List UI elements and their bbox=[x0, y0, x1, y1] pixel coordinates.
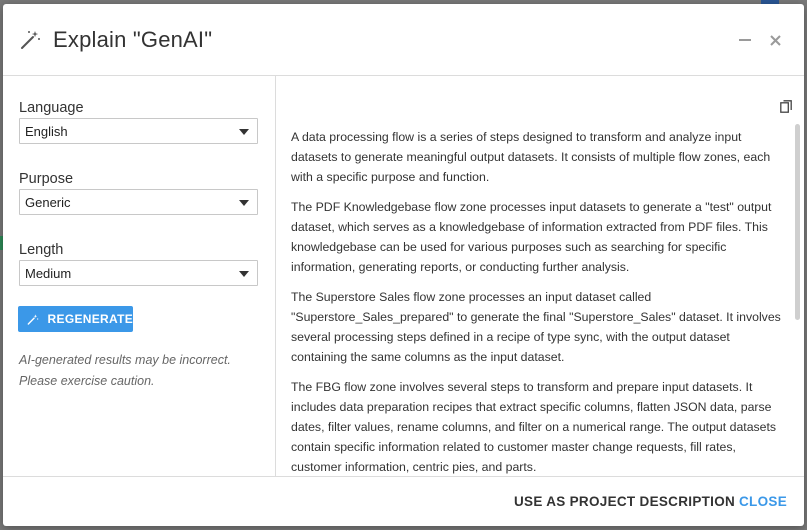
explain-dialog bbox=[3, 4, 804, 526]
settings-panel bbox=[3, 76, 276, 476]
close-x-button[interactable] bbox=[767, 32, 783, 48]
magic-wand-icon bbox=[27, 313, 39, 326]
explanation-panel[interactable] bbox=[277, 76, 804, 476]
ai-disclaimer bbox=[19, 350, 259, 392]
disclaimer-line-2: Please exercise caution. bbox=[19, 374, 155, 388]
dialog-title: Explain "GenAI" bbox=[53, 26, 213, 52]
length-label: Length bbox=[19, 242, 64, 258]
regenerate-button[interactable] bbox=[18, 306, 133, 332]
length-value: Medium bbox=[25, 265, 72, 281]
scrollbar-thumb[interactable] bbox=[795, 124, 800, 320]
explanation-text bbox=[291, 127, 789, 476]
scrollbar[interactable] bbox=[795, 124, 800, 476]
language-value: English bbox=[25, 123, 68, 139]
copy-icon[interactable] bbox=[780, 100, 792, 113]
explanation-paragraph: The Superstore Sales flow zone processes an input dataset called "Superstore_Sales_prepared" to generate the final "Superstore_Sales" dataset. It involves several processing steps defined in a recipe of type sync, with the output dataset containing the same columns as the input dataset. bbox=[291, 290, 781, 364]
language-select[interactable] bbox=[19, 118, 258, 144]
magic-wand-icon bbox=[19, 29, 41, 51]
chevron-down-icon bbox=[239, 200, 249, 206]
explanation-paragraph: A data processing flow is a series of steps designed to transform and analyze input datasets to generate meaningful output datasets. It consists of multiple flow zones, each with a specific purpose and function. bbox=[291, 130, 771, 184]
explanation-paragraph: The FBG flow zone involves several steps to transform and prepare input datasets. It includes data preparation recipes that extract specific columns, flatten JSON data, parse dates, filter values, rename columns, and filter on a numerical range. The output datasets contain specific information related to customer master change requests, fill rates, customer information, centric pies, and parts. bbox=[291, 380, 777, 474]
length-select[interactable] bbox=[19, 260, 258, 286]
explanation-paragraph: The PDF Knowledgebase flow zone processes input datasets to generate a "test" output dataset, which serves as a knowledgebase of information extracted from PDF files. This knowledgebase can be used for various purposes such as searching for specific information, generating reports, or conducting further analysis. bbox=[291, 200, 772, 274]
disclaimer-line-1: AI-generated results may be incorrect. bbox=[19, 353, 231, 367]
dialog-header bbox=[3, 4, 804, 76]
close-icon bbox=[770, 35, 781, 46]
use-as-project-description-button[interactable]: USE AS PROJECT DESCRIPTION bbox=[514, 494, 736, 509]
language-label: Language bbox=[19, 100, 84, 116]
purpose-label: Purpose bbox=[19, 171, 74, 187]
minimize-icon bbox=[739, 39, 751, 41]
minimize-button[interactable] bbox=[737, 32, 753, 48]
purpose-select[interactable] bbox=[19, 189, 258, 215]
chevron-down-icon bbox=[239, 129, 249, 135]
close-button[interactable]: CLOSE bbox=[739, 494, 788, 509]
chevron-down-icon bbox=[239, 271, 249, 277]
purpose-value: Generic bbox=[25, 194, 71, 210]
dialog-footer bbox=[3, 476, 804, 526]
regenerate-label: REGENERATE bbox=[47, 312, 133, 326]
